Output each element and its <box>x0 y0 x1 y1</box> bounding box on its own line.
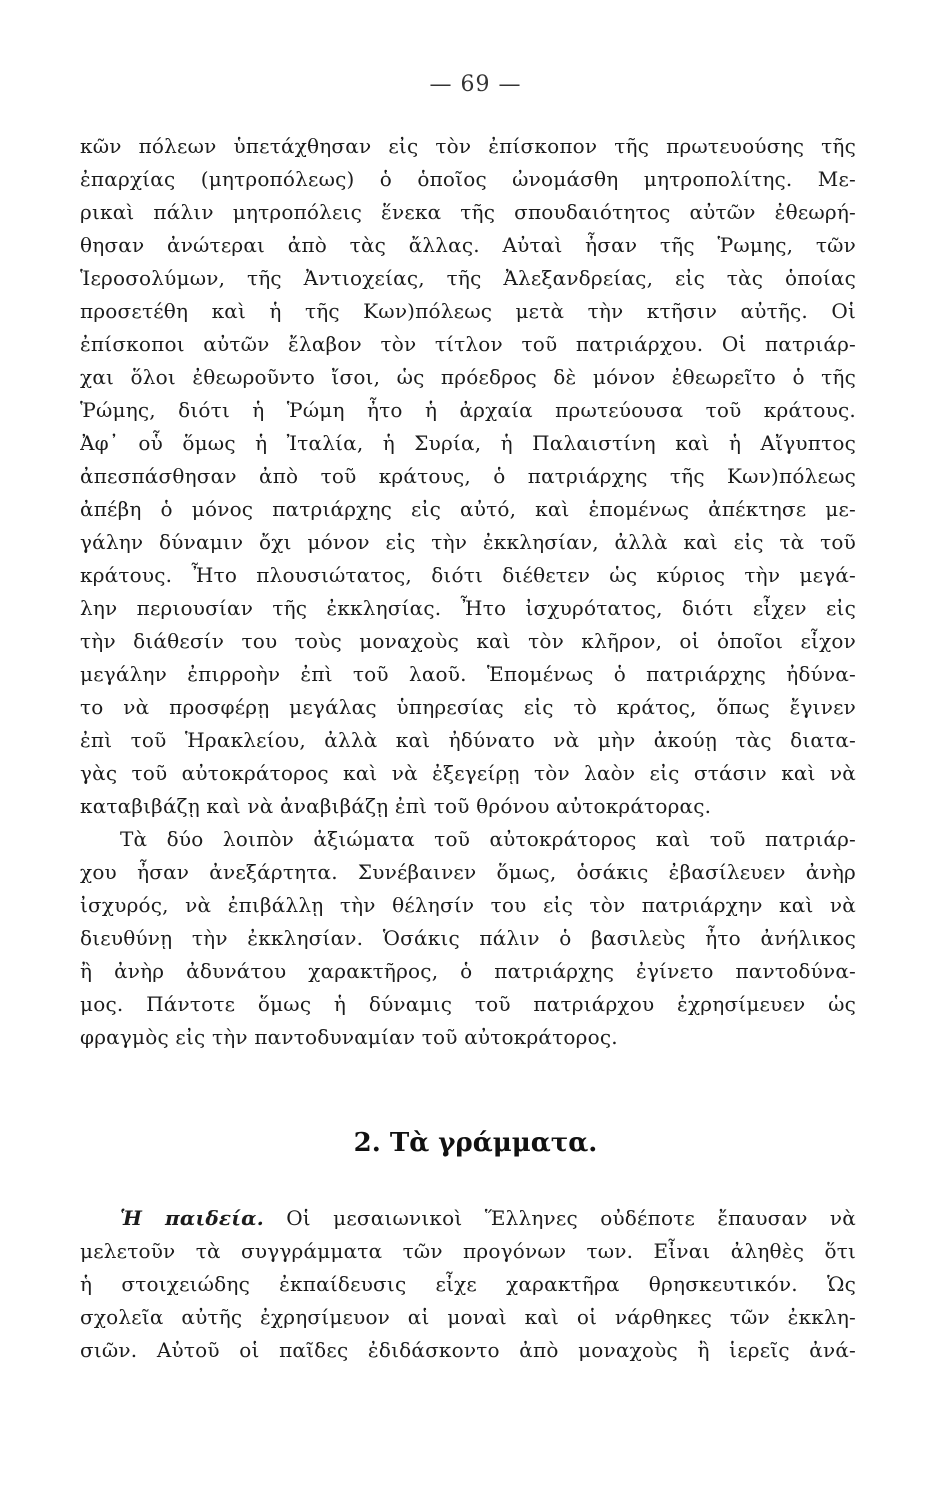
text-line: ἐπὶ τοῦ Ἡρακλείου, ἀλλὰ καὶ ἠδύνατο νὰ μὴν ἀκούῃ τὰς διατα- <box>80 728 856 752</box>
text-line: γάλην δύναμιν ὄχι μόνον εἰς τὴν ἐκκλησίαν, ἀλλὰ καὶ εἰς τὰ τοῦ <box>80 530 856 554</box>
text-line: σχολεῖα αὐτῆς ἐχρησίμευον αἱ μοναὶ καὶ οἱ νάρθηκες τῶν ἐκκλη- <box>80 1305 856 1329</box>
text-line: φραγμὸς εἰς τὴν παντοδυναμίαν τοῦ αὐτοκράτορος. <box>80 1025 618 1049</box>
text-line: Τὰ δύο λοιπὸν ἀξιώματα τοῦ αὐτοκράτορος καὶ τοῦ πατριάρ- <box>120 827 856 851</box>
text-line: ἐπίσκοποι αὐτῶν ἔλαβον τὸν τίτλον τοῦ πατριάρχου. Οἱ πατριάρ- <box>80 332 856 356</box>
text-line: μελετοῦν τὰ συγγράμματα τῶν προγόνων των. Εἶναι ἀληθὲς ὅτι <box>80 1239 856 1263</box>
paragraph-2 <box>80 823 856 1054</box>
text-line: τὴν διάθεσίν του τοὺς μοναχοὺς καὶ τὸν κλῆρον, οἱ ὁποῖοι εἶχον <box>80 629 856 653</box>
paragraph-3 <box>80 1202 856 1367</box>
paragraph-1 <box>80 130 856 823</box>
text-line: διευθύνῃ τὴν ἐκκλησίαν. Ὁσάκις πάλιν ὁ βασιλεὺς ἦτο ἀνήλικος <box>80 926 856 950</box>
text-line: ἰσχυρός, νὰ ἐπιβάλλῃ τὴν θέλησίν του εἰς τὸν πατριάρχην καὶ νὰ <box>80 893 856 917</box>
text-line: σιῶν. Αὐτοῦ οἱ παῖδες ἐδιδάσκοντο ἀπὸ μοναχοὺς ἢ ἱερεῖς ἀνά- <box>80 1338 856 1362</box>
text-line: γὰς τοῦ αὐτοκράτορος καὶ νὰ ἐξεγείρῃ τὸν λαὸν εἰς στάσιν καὶ νὰ <box>80 761 856 785</box>
text-line: μεγάλην ἐπιρροὴν ἐπὶ τοῦ λαοῦ. Ἑπομένως ὁ πατριάρχης ἠδύνα- <box>80 662 856 686</box>
text-line: ἀπέβη ὁ μόνος πατριάρχης εἰς αὐτό, καὶ ἑπομένως ἀπέκτησε με- <box>80 497 856 521</box>
text-line: λην περιουσίαν τῆς ἐκκλησίας. Ἦτο ἰσχυρότατος, διότι εἶχεν εἰς <box>80 596 856 620</box>
text-line: χαι ὅλοι ἐθεωροῦντο ἴσοι, ὡς πρόεδρος δὲ μόνον ἐθεωρεῖτο ὁ τῆς <box>80 365 856 389</box>
section-heading: 2. Τὰ γράμματα. <box>353 1128 598 1158</box>
page-number: — 69 — <box>429 72 522 97</box>
text-line: ἐπαρχίας (μητροπόλεως) ὁ ὁποῖος ὠνομάσθη μητροπολίτης. Με- <box>80 167 856 191</box>
section-lead: Ἡ παιδεία. <box>120 1206 264 1230</box>
section-text-block <box>80 1202 856 1367</box>
text-line: καταβιβάζῃ καὶ νὰ ἀναβιβάζῃ ἐπὶ τοῦ θρόνου αὐτοκράτορας. <box>80 794 712 818</box>
text-line: κράτους. Ἦτο πλουσιώτατος, διότι διέθετεν ὡς κύριος τὴν μεγά- <box>80 563 856 587</box>
text-line: Ἱεροσολύμων, τῆς Ἀντιοχείας, τῆς Ἀλεξανδρείας, εἰς τὰς ὁποίας <box>80 266 856 290</box>
text-line: Ἀφ᾽ οὗ ὅμως ἡ Ἰταλία, ἡ Συρία, ἡ Παλαιστίνη καὶ ἡ Αἴγυπτος <box>80 431 856 455</box>
text-line: προσετέθη καὶ ἡ τῆς Κων)πόλεως μετὰ τὴν κτῆσιν αὐτῆς. Οἱ <box>80 299 856 323</box>
text-line: ἡ στοιχειώδης ἐκπαίδευσις εἶχε χαρακτῆρα θρησκευτικόν. Ὡς <box>80 1272 856 1296</box>
text-line: κῶν πόλεων ὑπετάχθησαν εἰς τὸν ἐπίσκοπον τῆς πρωτευούσης τῆς <box>80 134 856 158</box>
text-line-with-lead <box>80 1202 856 1235</box>
lead-line-rest: Οἱ μεσαιωνικοὶ Ἕλληνες οὐδέποτε ἔπαυσαν νὰ <box>286 1206 856 1230</box>
text-line: θησαν ἀνώτεραι ἀπὸ τὰς ἄλλας. Αὐταὶ ἦσαν τῆς Ῥωμης, τῶν <box>80 233 856 257</box>
text-line: μος. Πάντοτε ὅμως ἡ δύναμις τοῦ πατριάρχου ἐχρησίμευεν ὡς <box>80 992 856 1016</box>
text-line: χου ἦσαν ἀνεξάρτητα. Συνέβαινεν ὅμως, ὁσάκις ἐβασίλευεν ἀνὴρ <box>80 860 856 884</box>
text-line: ἢ ἀνὴρ ἀδυνάτου χαρακτῆρος, ὁ πατριάρχης ἐγίνετο παντοδύνα- <box>80 959 856 983</box>
text-line: ἀπεσπάσθησαν ἀπὸ τοῦ κράτους, ὁ πατριάρχης τῆς Κων)πόλεως <box>80 464 856 488</box>
text-line: Ῥώμης, διότι ἡ Ῥώμη ἦτο ἡ ἀρχαία πρωτεύουσα τοῦ κράτους. <box>80 398 856 422</box>
text-line: ρικαὶ πάλιν μητροπόλεις ἕνεκα τῆς σπουδαιότητος αὐτῶν ἐθεωρή- <box>80 200 856 224</box>
text-line: το νὰ προσφέρῃ μεγάλας ὑπηρεσίας εἰς τὸ κράτος, ὅπως ἔγινεν <box>80 695 856 719</box>
main-text-block <box>80 130 856 1054</box>
